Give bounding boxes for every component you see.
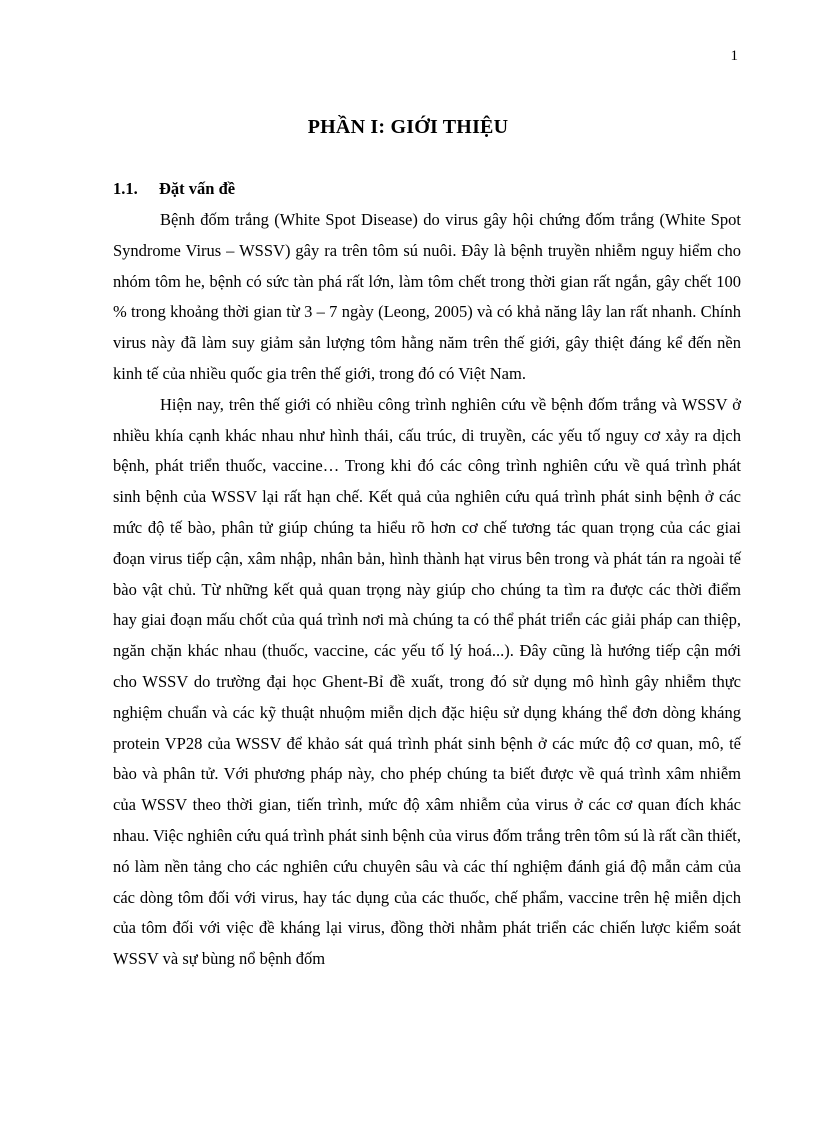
section-title: Đặt vấn đề <box>159 179 236 198</box>
chapter-title: PHẦN I: GIỚI THIỆU <box>307 116 509 138</box>
body-text <box>113 205 741 975</box>
section-number: 1.1. <box>113 179 138 198</box>
page-number: 1 <box>730 48 738 64</box>
paragraph: Hiện nay, trên thế giới có nhiều công trình nghiên cứu về bệnh đốm trắng và WSSV ở nhiều khía cạnh khác nhau như hình thái, cấu trúc, di truyền, các yếu tố nguy cơ xảy ra dịch bệnh, phát triển thuốc, vaccine… Trong khi đó các công trình nghiên cứu về quá trình phát sinh bệnh của WSSV lại rất hạn chế. Kết quả của nghiên cứu quá trình phát sinh bệnh ở các mức độ tế bào, phân tử giúp chúng ta hiểu rõ hơn cơ chế tương tác quan trọng của các giai đoạn virus tiếp cận, xâm nhập, nhân bản, hình thành hạt virus bên trong và phát tán ra ngoài tế bào vật chủ. Từ những kết quả quan trọng này giúp cho chúng ta tìm ra được các thời điểm hay giai đoạn mấu chốt của quá trình nơi mà chúng ta có thể phát triển các giải pháp can thiệp, ngăn chặn khác nhau (thuốc, vaccine, các yếu tố lý hoá...). Đây cũng là hướng tiếp cận mới cho WSSV do trường đại học Ghent-Bỉ đề xuất, trong đó sử dụng mô hình gây nhiễm thực nghiệm chuẩn và các kỹ thuật nhuộm miễn dịch đặc hiệu sử dụng kháng thể đơn dòng kháng protein VP28 của WSSV để khảo sát quá trình phát sinh bệnh ở các mức độ cơ quan, mô, tế bào và phân tử. Với phương pháp này, cho phép chúng ta biết được về quá trình xâm nhiễm của WSSV theo thời gian, tiến trình, mức độ xâm nhiễm của virus ở các cơ quan đích khác nhau. Việc nghiên cứu quá trình phát sinh bệnh của virus đốm trắng trên tôm sú là rất cần thiết, nó làm nền tảng cho các nghiên cứu chuyên sâu và các thí nghiệm đánh giá độ mẫn cảm của các dòng tôm đối với virus, hay tác dụng của các thuốc, chế phẩm, vaccine trên hệ miễn dịch của tôm đối với việc đề kháng lại virus, đồng thời nhằm phát triển các chiến lược kiểm soát WSSV và sự bùng nổ bệnh đốm <box>113 394 741 969</box>
paragraph: Bệnh đốm trắng (White Spot Disease) do virus gây hội chứng đốm trắng (White Spot Syndrome Virus – WSSV) gây ra trên tôm sú nuôi. Đây là bệnh truyền nhiễm nguy hiểm cho nhóm tôm he, bệnh có sức tàn phá rất lớn, làm tôm chết trong thời gian rất ngắn, gây chết 100 % trong khoảng thời gian từ 3 – 7 ngày (Leong, 2005) và có khả năng lây lan rất nhanh. Chính virus này đã làm suy giảm sản lượng tôm hằng năm trên thế giới, gây thiệt đáng kể đến nền kinh tế của nhiều quốc gia trên thế giới, trong đó có Việt Nam. <box>113 210 741 383</box>
section-heading <box>113 179 235 199</box>
